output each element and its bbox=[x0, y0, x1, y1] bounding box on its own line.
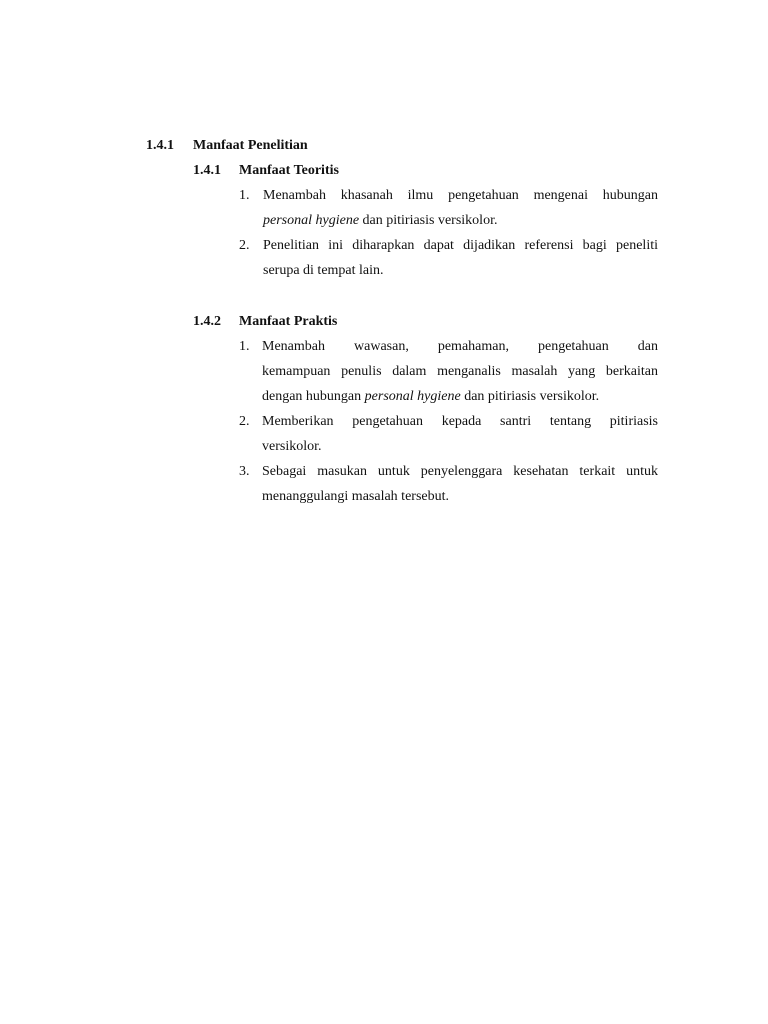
list-item-text: Menambah khasanah ilmu pengetahuan mengenai hubungan bbox=[263, 188, 658, 203]
list-item-number: 2. bbox=[239, 414, 250, 429]
list-item-number: 2. bbox=[239, 238, 250, 253]
list-item-number: 3. bbox=[239, 464, 250, 479]
list-item-text-continued: kemampuan penulis dalam menganalis masalah yang berkaitan bbox=[262, 364, 658, 379]
italic-term: personal hygiene bbox=[364, 389, 461, 404]
subsection-title: Manfaat Teoritis bbox=[239, 163, 339, 178]
list-item-number: 1. bbox=[239, 188, 250, 203]
list-item-text-continued: serupa di tempat lain. bbox=[263, 263, 384, 278]
subsection-number: 1.4.1 bbox=[193, 163, 221, 178]
list-item-text: Memberikan pengetahuan kepada santri tentang pitiriasis bbox=[262, 414, 658, 429]
section-title: Manfaat Penelitian bbox=[193, 138, 308, 153]
list-item-text-continued: dengan hubungan personal hygiene dan pitiriasis versikolor. bbox=[262, 389, 600, 404]
subsection-number: 1.4.2 bbox=[193, 314, 221, 329]
list-item-text: Penelitian ini diharapkan dapat dijadikan referensi bagi peneliti bbox=[263, 238, 658, 253]
list-item-text-continued: versikolor. bbox=[262, 439, 322, 454]
italic-term: personal hygiene bbox=[263, 213, 360, 228]
list-item-text-continued: personal hygiene dan pitiriasis versikolor. bbox=[263, 213, 498, 228]
list-item-text: Sebagai masukan untuk penyelenggara kesehatan terkait untuk bbox=[262, 464, 658, 479]
subsection-title: Manfaat Praktis bbox=[239, 314, 338, 329]
section-number: 1.4.1 bbox=[146, 138, 174, 153]
list-item-text-continued: menanggulangi masalah tersebut. bbox=[262, 489, 449, 504]
list-item-text: Menambah wawasan, pemahaman, pengetahuan dan bbox=[262, 339, 658, 354]
list-item-number: 1. bbox=[239, 339, 250, 354]
